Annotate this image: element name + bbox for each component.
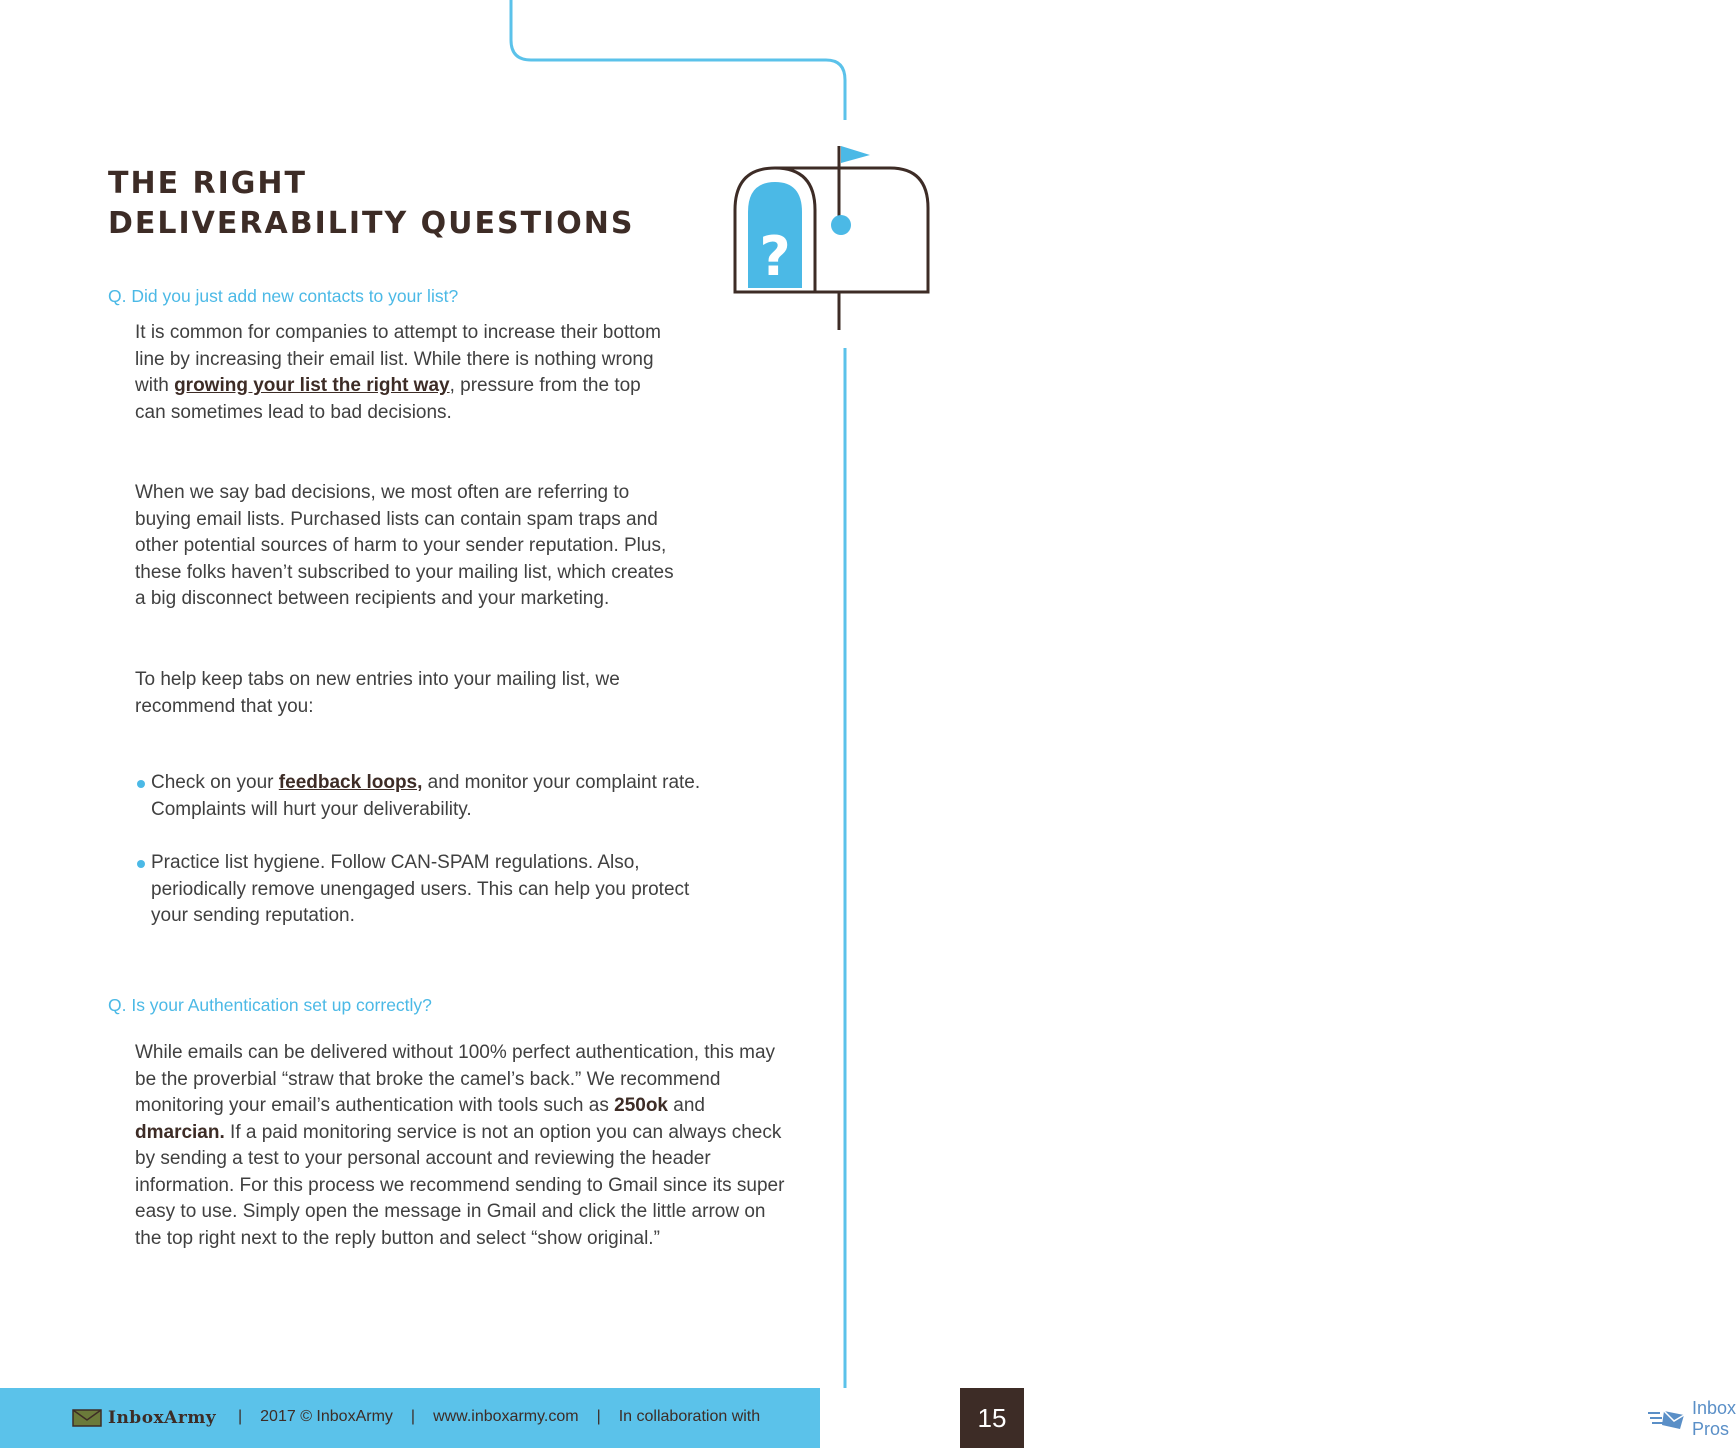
collaboration-text: In collaboration with — [618, 1408, 761, 1425]
copyright: 2017 © InboxArmy — [260, 1408, 393, 1425]
footer-text: | 2017 © InboxArmy | www.inboxarmy.com | In collaboration with — [238, 1408, 761, 1425]
q1-paragraph-1: It is common for companies to attempt to increase their bottom line by increasing their email list. While there is nothing wrong with growing your list the right way, pressure from the top can sometimes lead to bad decisions. — [135, 322, 661, 423]
list-item: Check on your feedback loops, and monitor your complaint rate. Complaints will hurt your deliverability. — [135, 770, 711, 823]
title-line-2: DELIVERABILITY QUESTIONS — [108, 206, 635, 241]
tool-dmarcian: dmarcian. — [135, 1121, 225, 1143]
website-link[interactable]: www.inboxarmy.com — [433, 1408, 579, 1425]
growing-list-link[interactable]: growing your list the right way — [174, 375, 450, 396]
q1-paragraph-3: To help keep tabs on new entries into your mailing list, we recommend that you: — [135, 669, 620, 717]
q2-paragraph: While emails can be delivered without 100% perfect authentication, this may be the proverbial “straw that broke the camel’s back.” We recommend monitoring your email’s authentication with tools such as 250ok and dmarcian. If a paid monitoring service is not an option you can always check by sending a test to your personal account and reviewing the header information. For this process we recommend sending to Gmail since its super easy to use. Simply open the message in Gmail and click the little arrow on the top right next to the reply button and select “show original.” — [135, 1042, 785, 1249]
brand-name: InboxArmy — [108, 1408, 217, 1428]
page-number: 15 — [960, 1388, 1024, 1448]
winged-envelope-icon — [1646, 1407, 1686, 1431]
footer-bar — [0, 1388, 820, 1448]
tool-250ok: 250ok — [614, 1095, 668, 1116]
envelope-logo-icon — [72, 1408, 102, 1428]
page-title — [108, 164, 634, 244]
bullet-dot-icon — [137, 860, 145, 868]
inbox-pros-logo — [1646, 1398, 1736, 1439]
title-line-1: THE RIGHT — [108, 166, 307, 201]
feedback-loops-link[interactable]: feedback loops, — [278, 772, 423, 793]
list-item: Practice list hygiene. Follow CAN-SPAM regulations. Also, periodically remove unengaged users. This can help you protect your sending reputation. — [135, 850, 711, 930]
bullet-dot-icon — [137, 780, 145, 788]
question-1: Q. Did you just add new contacts to your list? — [108, 286, 459, 306]
partner-name: Inbox Pros — [1692, 1398, 1736, 1439]
inboxarmy-logo — [72, 1406, 216, 1430]
footer — [0, 1388, 1736, 1448]
question-2: Q. Is your Authentication set up correctly? — [108, 995, 432, 1015]
q1-paragraph-2: When we say bad decisions, we most often are referring to buying email lists. Purchased lists can contain spam traps and other potential sources of harm to your sender reputation. Plus, these folks haven’t subscribed to your mailing list, which creates a big disconnect between recipients and your marketing. — [135, 482, 674, 609]
question-mark-glyph: ? — [759, 225, 791, 288]
